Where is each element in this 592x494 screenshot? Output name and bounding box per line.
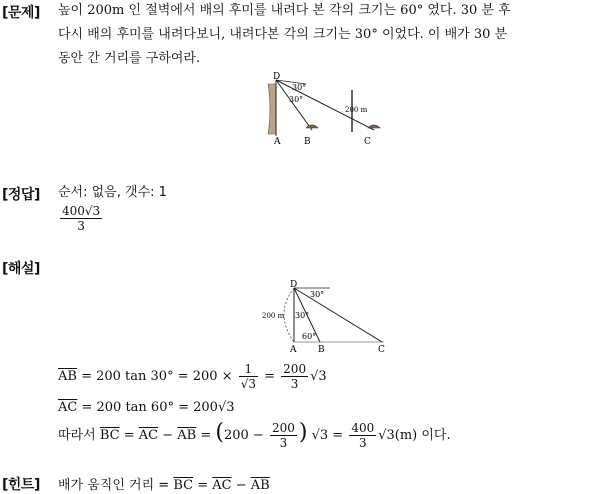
answer-num: 400√3 [62, 204, 101, 218]
solution-eq-3: 따라서 $\overline{BC} = \overline{AC} - \overline{AB} = (200$ − $\frac{200}{3}$ ) √3 = $\frac{400}{3}$ √3(m) 이다. [58, 420, 451, 450]
problem-line-3: 동안 간 거리를 구하여라. [58, 51, 201, 66]
problem-tag: [문제] [2, 5, 40, 21]
answer-value [58, 204, 104, 233]
solution-fig-angle-bottom: 60° [302, 332, 317, 341]
hint-text: 배가 움직인 거리 = $\overline{BC} = \overline{AC} - \overline{AB}$ [58, 478, 270, 493]
problem-line-2: 다시 배의 후미를 내려다보니, 내려다본 각의 크기는 30° 이었다. 이 배가 30 분 [58, 27, 508, 42]
solution-fig-height: 200 m [262, 312, 285, 320]
answer-meta: 순서: 없음, 갯수: 1 [58, 185, 167, 200]
problem-fig-label-b: B [304, 137, 311, 147]
solution-eq-2: $\overline{AC} = 200$ tan 60° = 200√3 [58, 400, 235, 415]
problem-fig-label-d: D [273, 72, 281, 82]
solution-fig-angle-mid: 30° [295, 311, 310, 320]
answer-den: 3 [77, 219, 85, 233]
problem-fig-angle-mid: 30° [289, 95, 304, 104]
problem-line-1: 높이 200m 인 절벽에서 배의 후미를 내려다 본 각의 크기는 60° 였다. 30 분 후 [58, 3, 511, 18]
hint-tag: [힌트] [2, 477, 40, 493]
problem-fig-label-a: A [274, 137, 281, 147]
solution-fig-label-c: C [378, 345, 385, 355]
solution-fig-label-b: B [318, 345, 325, 355]
solution-eq-1: $\overline{AB} = 200$ tan 30° = 200 × $\frac{1}{√3}$ = $\frac{200}{3}$ √3 [58, 362, 327, 391]
solution-tag: [해설] [2, 261, 40, 277]
solution-fig-label-d: D [290, 280, 298, 290]
answer-tag: [정답] [2, 187, 40, 203]
solution-fig-angle-top: 30° [310, 290, 325, 299]
problem-fig-label-c: C [364, 137, 371, 147]
problem-figure [262, 70, 392, 150]
problem-fig-angle-top: 30° [292, 83, 307, 92]
problem-fig-height: 200 m [345, 106, 368, 114]
solution-fig-label-a: A [290, 345, 297, 355]
